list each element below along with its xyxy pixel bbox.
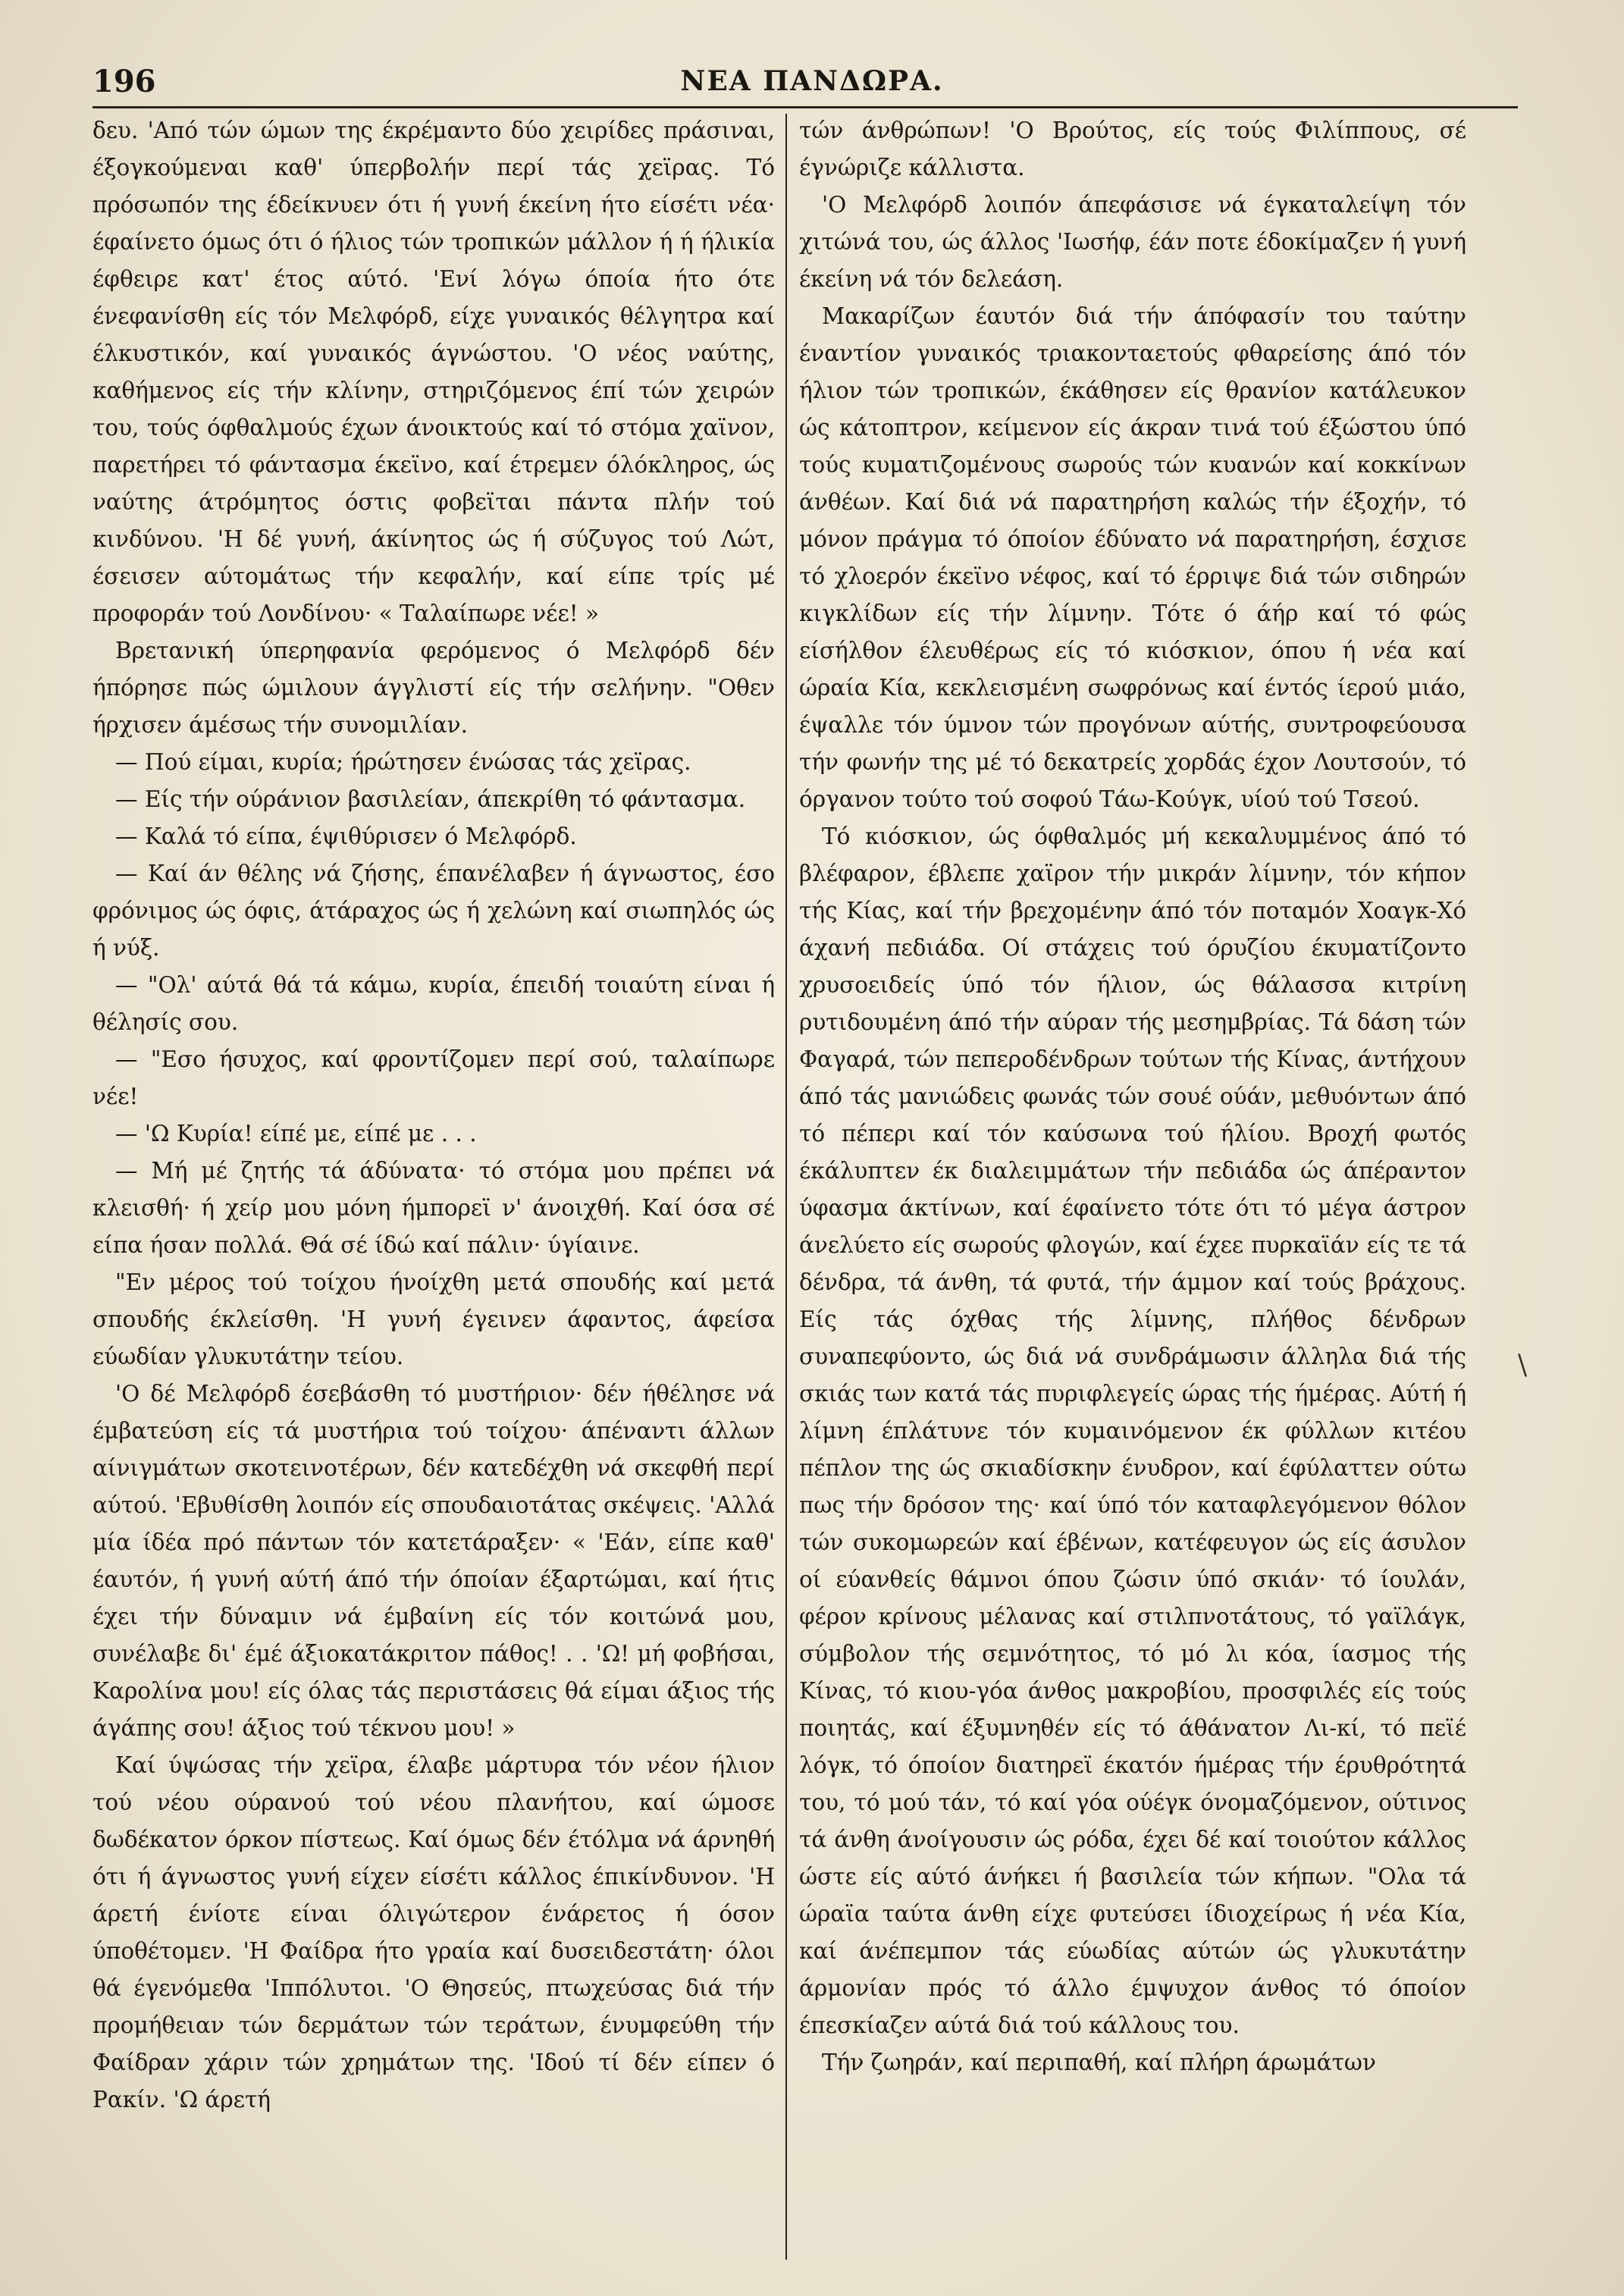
dialogue-line: — Είς τήν ούράνιον βασιλείαν, άπεκρίθη τό φάντασμα. [115,786,746,812]
dialogue-line: — 'Ω Κυρία! είπέ με, είπέ με . . . [115,1121,477,1146]
paragraph: 'Ο δέ Μελφόρδ έσεβάσθη τό μυστήριον· δέν ήθέλησε νά έμβατεύση είς τά μυστήρια τού τοίχου· άπέναντι άλλων αίνιγμάτων σκοτεινοτέρων, δέν κατεδέχθη νά σκεφθή περί αύτού. 'Εβυθίσθη λοιπόν είς σπουδαιοτάτας σκέψεις. 'Αλλά μία ίδέα πρό πάντων τόν κατετάραξεν· « 'Εάν, είπε καθ' έαυτόν, ή γυνή αύτή άπό τήν όποίαν έξαρτώμαι, καί ήτις έχει τήν δύναμιν νά έμβαίνη είς τόν κοιτώνά μου, συνέλαβε δι' έμέ άξιοκατάκριτον πάθος! . . 'Ω! μή φοβήσαι, Καρολίνα μου! είς όλας τάς περιστάσεις θά είμαι άξιος τής άγάπης σου! άξιος τού τέκνου μου! » [92,1381,775,1741]
dialogue-line: — Πού είμαι, κυρία; ήρώτησεν ένώσας τάς χεϊρας. [115,749,691,775]
left-column [92,112,775,2266]
dialogue-line: — "Ολ' αύτά θά τά κάμω, κυρία, έπειδή τοιαύτη είναι ή θέλησίς σου. [92,972,775,1035]
column-divider [785,114,787,2260]
right-column [799,112,1466,2266]
page-number: 196 [92,64,156,99]
paragraph: Βρετανική ύπερηφανία φερόμενος ό Μελφόρδ δέν ήπόρησε πώς ώμιλουν άγγλιστί είς τήν σελήνην. "Οθεν ήρχισεν άμέσως τήν συνομιλίαν. [92,638,775,738]
paragraph: Μακαρίζων έαυτόν διά τήν άπόφασίν του ταύτην έναντίον γυναικός τριακονταετούς φθαρείσης άπό τόν ήλιον τών τροπικών, έκάθησεν είς θρανίον κατάλευκον ώς κάτοπτρον, κείμενον είς άκραν τινά τού έξώστου ύπό τούς κυματιζομένους σωρούς τών κυανών καί κοκκίνων άνθέων. Καί διά νά παρατηρήση καλώς τήν έξοχήν, τό μόνον πράγμα τό όποίον έδύνατο νά παρατηρήση, έσχισε τό χλοερόν έκεϊνο νέφος, καί τό έρριψε διά τών σιδηρών κιγκλίδων είς τήν λίμνην. Τότε ό άήρ καί τό φώς είσήλθον έλευθέρως είς τό κιόσκιον, όπου ή νέα καί ώραία Κία, κεκλεισμένη σωφρόνως καί έντός ίερού μιάο, έψαλλε τόν ύμνον τών προγόνων αύτής, συντροφεύουσα τήν φωνήν της μέ τό δεκατρείς χορδάς έχον Λουτσούν, τό όργανον τούτο τού σοφού Τάω-Κούγκ, υίού τού Τσεού. [799,303,1466,812]
paragraph: Τήν ζωηράν, καί περιπαθή, καί πλήρη άρωμάτων [822,2050,1376,2075]
dialogue-line: — Μή μέ ζητής τά άδύνατα· τό στόμα μου πρέπει νά κλεισθή· ή χείρ μου μόνη ήμπορεϊ ν' άνοιχθή. Καί όσα σέ είπα ήσαν πολλά. Θά σέ ίδώ καί πάλιν· ύγίαινε. [92,1158,775,1258]
header-rule [92,106,1518,108]
paragraph: "Εν μέρος τού τοίχου ήνοίχθη μετά σπουδής καί μετά σπουδής έκλείσθη. 'Η γυνή έγεινεν άφαντος, άφείσα εύωδίαν γλυκυτάτην τείου. [92,1269,775,1369]
paragraph: 'Ο Μελφόρδ λοιπόν άπεφάσισε νά έγκαταλείψη τόν χιτώνά του, ώς άλλος 'Ιωσήφ, έάν ποτε έδοκίμαζεν ή γυνή έκείνη νά τόν δελεάση. [799,192,1466,292]
running-head-title: ΝΕΑ ΠΑΝΔΩΡΑ. [680,65,944,97]
dialogue-line: — Καλά τό είπα, έψιθύρισεν ό Μελφόρδ. [115,823,577,849]
dialogue-line: — "Εσο ήσυχος, καί φροντίζομεν περί σού, ταλαίπωρε νέε! [92,1046,775,1109]
dialogue-line: — Καί άν θέλης νά ζήσης, έπανέλαβεν ή άγνωστος, έσο φρόνιμος ώς όφις, άτάραχος ώς ή χελώνη καί σιωπηλός ώς ή νύξ. [92,861,775,961]
margin-mark-icon: \ [1518,1350,1528,1381]
paragraph: δευ. 'Από τών ώμων της έκρέμαντο δύο χειρίδες πράσιναι, έξογκούμεναι καθ' ύπερβολήν περί τάς χεϊρας. Τό πρόσωπόν της έδείκνυεν ότι ή γυνή έκείνη ήτο είσέτι νέα· έφαίνετο όμως ότι ό ήλιος τών τροπικών μάλλον ή ή ήλικία έφθειρε κατ' έτος αύτό. 'Ενί λόγω όποία ήτο ότε ένεφανίσθη είς τόν Μελφόρδ, είχε γυναικός θέλγητρα καί έλκυστικόν, καί γυναικός άγνώστου. 'Ο νέος ναύτης, καθήμενος είς τήν κλίνην, στηριζόμενος έπί τών χειρών του, τούς όφθαλμούς έχων άνοικτούς καί τό στόμα χαϊνον, παρετήρει τό φάντασμα έκεϊνο, καί έτρεμεν όλόκληρος, ώς ναύτης άτρόμητος όστις φοβεϊται πάντα πλήν τού κινδύνου. 'Η δέ γυνή, άκίνητος ώς ή σύζυγος τού Λώτ, έσεισεν αύτομάτως τήν κεφαλήν, καί είπε τρίς μέ προφοράν τού Λονδίνου· « Ταλαίπωρε νέε! » [92,118,775,626]
paragraph: Τό κιόσκιον, ώς όφθαλμός μή κεκαλυμμένος άπό τό βλέφαρον, έβλεπε χαϊρον τήν μικράν λίμνην, τόν κήπον τής Κίας, καί τήν βρεχομένην άπό τόν ποταμόν Χοαγκ-Χό άχανή πεδιάδα. Οί στάχεις τού όρυζίου έκυματίζοντο χρυσοειδείς ύπό τόν ήλιον, ώς θάλασσα κιτρίνη ρυτιδουμένη άπό τήν αύραν τής μεσημβρίας. Τά δάση τών Φαγαρά, τών πεπεροδένδρων τούτων τής Κίνας, άντήχουν άπό τάς μανιώδεις φωνάς τών σουέ ούάν, μεθυόντων άπό τό πέπερι καί τόν καύσωνα τού ήλίου. Βροχή φωτός έκάλυπτεν έκ διαλειμμάτων τήν πεδιάδα ώς άπέραντον ύφασμα άκτίνων, καί έφαίνετο τότε ότι τό μέγα άστρον άνελύετο είς σωρούς φλογών, καί έχεε πυρκαϊάν είς τε τά δένδρα, τά άνθη, τά φυτά, τήν άμμον καί τούς βράχους. Είς τάς όχθας τής λίμνης, πλήθος δένδρων συναπεφύοντο, ώς διά νά συνδράμωσιν άλληλα διά τής σκιάς των κατά τάς πυριφλεγείς ώρας τής ήμέρας. Αύτή ή λίμνη έπλάτυνε τόν κυμαινόμενον έκ φύλλων κιτέου πέπλον της ώς σκιαδίσκην ένυδρον, καί έφύλαττεν ούτω πως τήν δρόσον της· καί ύπό τόν καταφλεγόμενον θόλον τών συκομωρεών καί έβένων, κατέφευγον ώς είς άσυλον οί εύανθείς θάμνοι όπου ζώσιν ύπό σκιάν· τό ίουλάν, φέρον κρίνους μέλανας καί στιλπνοτάτους, τό γαϊλάγκ, σύμβολον τής σεμνότητος, τό μό λι κόα, ίασμος τής Κίνας, τό κιου-γόα άνθος μακροβίου, προσφιλές είς τούς ποιητάς, καί έξυμνηθέν είς τό άθάνατον Λι-κί, τό πεϊέ λόγκ, τό όποίον διατηρεϊ έκατόν ήμέρας τήν έρυθρότητά του, τό μού τάν, τό καί γόα ούέγκ όνομαζόμενον, ούτινος τά άνθη άνοίγουσιν ώς ρόδα, έχει δέ καί τοιούτον κάλλος ώστε είς αύτό άνήκει ή βασιλεία τών κήπων. "Ολα τά ώραϊα ταύτα άνθη είχε φυτεύσει ίδιοχείρως ή νέα Κία, καί άνέπεμπον τάς εύωδίας αύτών ώς γλυκυτάτην άρμονίαν πρός τό άλλο έμψυχον άνθος τό όποίον έπεσκίαζεν αύτά διά τού κάλλους του. [799,823,1466,2038]
paragraph: Καί ύψώσας τήν χεϊρα, έλαβε μάρτυρα τόν νέον ήλιον τού νέου ούρανού τού νέου πλανήτου, καί ώμοσε δωδέκατον όρκον πίστεως. Καί όμως δέν έτόλμα νά άρνηθή ότι ή άγνωστος γυνή είχεν είσέτι κάλλος έπικίνδυνον. 'Η άρετή ένίοτε είναι όλιγώτερον ένάρετος ή όσον ύποθέτομεν. 'Η Φαίδρα ήτο γραία καί δυσειδεστάτη· όλοι θά έγενόμεθα 'Ιππόλυτοι. 'Ο Θησεύς, πτωχεύσας διά τήν προμήθειαν τών δερμάτων τών τεράτων, ένυμφεύθη τήν Φαίδραν χάριν τών χρημάτων της. 'Ιδού τί δέν είπεν ό Ρακίν. 'Ω άρετή [92,1752,775,2113]
paragraph: τών άνθρώπων! 'Ο Βρούτος, είς τούς Φιλίππους, σέ έγνώριζε κάλλιστα. [799,118,1466,180]
